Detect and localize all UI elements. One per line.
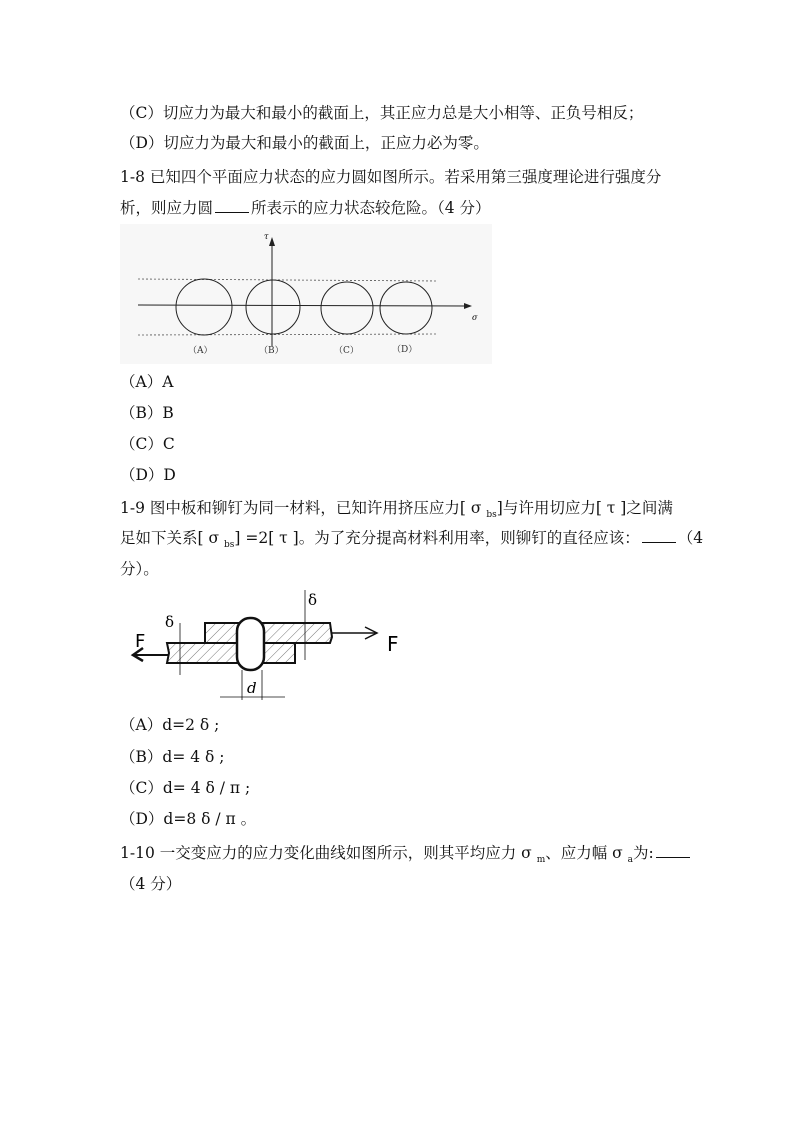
q8-text-line2: 析，则应力圆 所表示的应力状态较危险。（4 分） [120,199,491,217]
force-label-right: F [387,632,399,656]
rivet-joint-figure [125,585,415,703]
mohr-circles-figure [120,224,492,364]
q8-option-a[interactable]: （A）A [120,373,174,391]
q8-option-b[interactable]: （B）B [120,404,174,422]
sigma-axis-label: σ [472,313,478,322]
q9-text-line2: 足如下关系[ σ $_{bs}$] =2[ τ ]。为了充分提高材料利用率，则铆钉的直径应该： （4 [120,529,704,551]
circle-label-d: （D） [392,345,418,355]
force-label-left: F [135,631,146,652]
q9-option-a[interactable]: （A）d=2 δ ; [120,716,220,734]
tau-axis-label: τ [264,232,269,241]
thickness-label-right: δ [308,591,318,609]
q10-text-line2: （4 分） [120,875,182,893]
q9-text-line3: 分）。 [120,560,159,578]
q9-option-d[interactable]: （D）d=8 δ / π 。 [120,810,257,828]
q8-option-c[interactable]: （C）C [120,435,175,453]
circle-label-a: （A） [188,346,213,356]
diameter-label: d [247,679,257,697]
q8-text-line1: 1-8 已知四个平面应力状态的应力圆如图所示。若采用第三强度理论进行强度分 [120,168,662,186]
circle-label-b: （B） [259,346,284,356]
q7-option-d: （D）切应力为最大和最小的截面上，正应力必为零。 [120,134,489,152]
thickness-label-left: δ [165,613,175,631]
q8-option-d[interactable]: （D）D [120,466,176,484]
q7-option-c: （C）切应力为最大和最小的截面上，其正应力总是大小相等、正负号相反； [120,104,644,122]
answer-blank [642,528,676,543]
answer-blank [656,843,690,858]
q9-option-b[interactable]: （B）d= 4 δ ; [120,748,225,766]
answer-blank [215,198,249,213]
q9-text-line1: 1-9 图中板和铆钉为同一材料，已知许用挤压应力[ σ $_{bs}$]与许用切应力[ τ ]之间满 [120,499,673,521]
circle-label-c: （C） [334,346,359,356]
q10-text-line1: 1-10 一交变应力的应力变化曲线如图所示，则其平均应力 σ $_m$、应力幅 σ $_a$为: [120,843,692,870]
q9-option-c[interactable]: （C）d= 4 δ / π ; [120,779,251,797]
